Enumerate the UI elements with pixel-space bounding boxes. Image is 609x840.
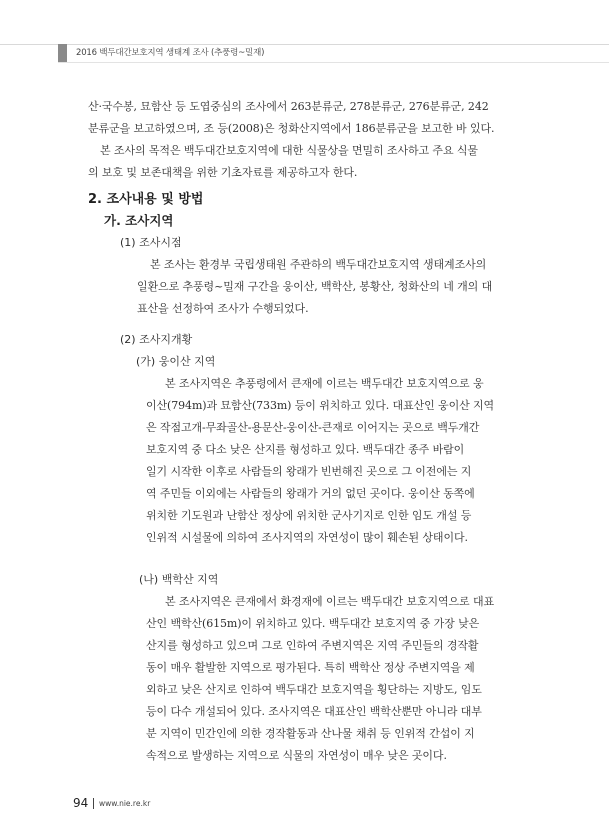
intro-line: 산·국수봉, 묘함산 등 도엽중심의 조사에서 263분류군, 278분류군, 276분류군, 242 bbox=[88, 100, 489, 113]
item-label: (1) 조사시점 bbox=[120, 236, 182, 249]
sub-a-line: 인위적 시설물에 의하여 조사지역의 자연성이 많이 훼손된 상태이다. bbox=[146, 531, 468, 544]
sub-b-line: 속적으로 발생하는 지역으로 식물의 자연성이 매우 낮은 곳이다. bbox=[146, 749, 447, 762]
sub-a-line: 은 작점고개-무좌골산-용문산-웅이산-큰재로 이어지는 곳으로 백두개간 bbox=[146, 421, 480, 434]
running-title: 2016 백두대간보호지역 생태계 조사 (추풍령~밀재) bbox=[76, 48, 265, 58]
item1-line: 표산을 선정하여 조사가 수행되었다. bbox=[137, 302, 309, 315]
footer-url: www.nie.re.kr bbox=[99, 799, 151, 808]
header-tab-marker bbox=[58, 44, 67, 62]
item-label: (2) 조사지개황 bbox=[120, 333, 193, 346]
sub-a-line: 위치한 기도원과 난함산 정상에 위치한 군사기지로 인한 임도 개설 등 bbox=[146, 509, 472, 522]
sub-a-line: 본 조사지역은 추풍령에서 큰재에 이르는 백두대간 보호지역으로 웅 bbox=[165, 377, 484, 390]
header-bottom-rule bbox=[58, 62, 609, 63]
subitem-label: (나) 백학산 지역 bbox=[139, 573, 219, 586]
page-number: 94 bbox=[73, 796, 89, 810]
sub-b-line: 본 조사지역은 큰재에서 화경재에 이르는 백두대간 보호지역으로 대표 bbox=[165, 595, 495, 608]
sub-b-line: 산인 백학산(615m)이 위치하고 있다. 백두대간 보호지역 중 가장 낮은 bbox=[146, 617, 480, 630]
sub-a-line: 이산(794m)과 묘함산(733m) 등이 위치하고 있다. 대표산인 웅이산 지역 bbox=[146, 399, 495, 412]
intro-line: 본 조사의 목적은 백두대간보호지역에 대한 식물상을 면밀히 조사하고 주요 식물 bbox=[100, 144, 478, 157]
running-header bbox=[0, 0, 609, 62]
sub-b-line: 동이 매우 활발한 지역으로 평가된다. 특히 백학산 정상 주변지역을 제 bbox=[146, 661, 475, 674]
footer-separator bbox=[93, 798, 94, 809]
subsection-heading: 가. 조사지역 bbox=[104, 213, 174, 228]
sub-a-line: 역 주민들 이외에는 사람들의 왕래가 거의 없던 곳이다. 웅이산 동쪽에 bbox=[146, 487, 475, 500]
item1-line: 일환으로 추풍령~밀재 구간을 웅이산, 백학산, 봉황산, 청화산의 네 개의 대 bbox=[137, 280, 493, 293]
sub-b-line: 외하고 낮은 산지로 인하여 백두대간 보호지역을 횡단하는 지방도, 임도 bbox=[146, 683, 482, 696]
sub-a-line: 보호지역 중 다소 낮은 산지를 형성하고 있다. 백두대간 종주 바람이 bbox=[146, 443, 465, 456]
subitem-label: (가) 웅이산 지역 bbox=[136, 355, 216, 368]
item1-line: 본 조사는 환경부 국립생태원 주관하의 백두대간보호지역 생태계조사의 bbox=[150, 258, 487, 271]
intro-line: 분류군을 보고하였으며, 조 등(2008)은 청화산지역에서 186분류군을 보고한 바 있다. bbox=[88, 122, 495, 135]
sub-b-line: 산지를 형성하고 있으며 그로 인하여 주변지역은 지역 주민들의 경작활 bbox=[146, 639, 479, 652]
sub-b-line: 분 지역이 민간인에 의한 경작활동과 산나물 채취 등 인위적 간섭이 지 bbox=[146, 727, 475, 740]
sub-b-line: 등이 다수 개설되어 있다. 조사지역은 대표산인 백학산뿐만 아니라 대부 bbox=[146, 705, 482, 718]
intro-line: 의 보호 및 보존대책을 위한 기초자료를 제공하고자 한다. bbox=[88, 166, 358, 179]
section-heading: 2. 조사내용 및 방법 bbox=[88, 192, 204, 207]
header-top-rule bbox=[0, 44, 609, 45]
sub-a-line: 일기 시작한 이후로 사람들의 왕래가 빈번해진 곳으로 그 이전에는 지 bbox=[146, 465, 472, 478]
